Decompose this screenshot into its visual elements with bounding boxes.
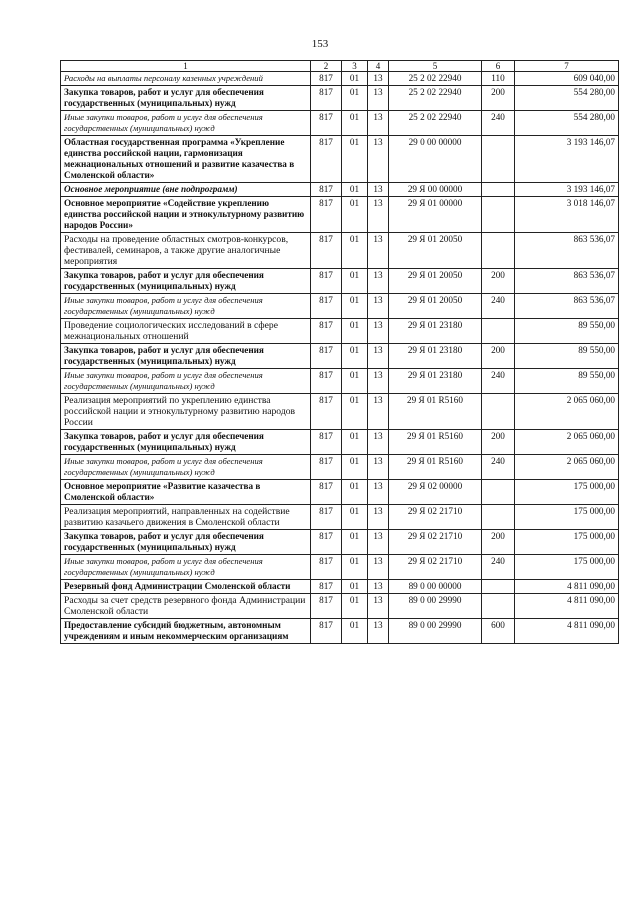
section-cell: 01 xyxy=(342,183,368,197)
gr-code-cell: 817 xyxy=(311,136,342,183)
gr-code-cell: 817 xyxy=(311,530,342,555)
expense-type-cell xyxy=(482,394,515,430)
subsection-cell: 13 xyxy=(368,505,389,530)
row-name-cell: Иные закупки товаров, работ и услуг для обеспечения государственных (муниципальных) нужд xyxy=(61,111,311,136)
amount-cell: 89 550,00 xyxy=(515,344,619,369)
table-row xyxy=(61,505,619,530)
section-cell: 01 xyxy=(342,344,368,369)
row-name-cell: Иные закупки товаров, работ и услуг для обеспечения государственных (муниципальных) нужд xyxy=(61,294,311,319)
target-article-cell: 29 Я 01 23180 xyxy=(389,344,482,369)
amount-cell: 175 000,00 xyxy=(515,555,619,580)
target-article-cell: 29 Я 01 23180 xyxy=(389,369,482,394)
section-cell: 01 xyxy=(342,594,368,619)
row-name-cell: Закупка товаров, работ и услуг для обеспечения государственных (муниципальных) нужд xyxy=(61,269,311,294)
expense-type-cell xyxy=(482,480,515,505)
budget-table xyxy=(60,60,619,644)
target-article-cell: 89 0 00 29990 xyxy=(389,594,482,619)
expense-type-cell xyxy=(482,505,515,530)
section-cell: 01 xyxy=(342,505,368,530)
gr-code-cell: 817 xyxy=(311,580,342,594)
row-name-cell: Реализация мероприятий, направленных на содействие развитию казачьего движения в Смоленской области xyxy=(61,505,311,530)
target-article-cell: 89 0 00 00000 xyxy=(389,580,482,594)
header-cell: 4 xyxy=(368,61,389,72)
header-cell: 2 xyxy=(311,61,342,72)
subsection-cell: 13 xyxy=(368,580,389,594)
table-row xyxy=(61,480,619,505)
expense-type-cell: 110 xyxy=(482,72,515,86)
subsection-cell: 13 xyxy=(368,136,389,183)
subsection-cell: 13 xyxy=(368,269,389,294)
header-cell: 5 xyxy=(389,61,482,72)
expense-type-cell: 240 xyxy=(482,294,515,319)
subsection-cell: 13 xyxy=(368,430,389,455)
section-cell: 01 xyxy=(342,555,368,580)
section-cell: 01 xyxy=(342,86,368,111)
target-article-cell: 25 2 02 22940 xyxy=(389,111,482,136)
row-name-cell: Закупка товаров, работ и услуг для обеспечения государственных (муниципальных) нужд xyxy=(61,430,311,455)
section-cell: 01 xyxy=(342,455,368,480)
expense-type-cell xyxy=(482,319,515,344)
amount-cell: 175 000,00 xyxy=(515,480,619,505)
expense-type-cell: 200 xyxy=(482,86,515,111)
header-cell: 3 xyxy=(342,61,368,72)
amount-cell: 4 811 090,00 xyxy=(515,594,619,619)
section-cell: 01 xyxy=(342,233,368,269)
table-row xyxy=(61,369,619,394)
expense-type-cell xyxy=(482,197,515,233)
amount-cell: 175 000,00 xyxy=(515,530,619,555)
section-cell: 01 xyxy=(342,269,368,294)
target-article-cell: 89 0 00 29990 xyxy=(389,619,482,644)
target-article-cell: 25 2 02 22940 xyxy=(389,86,482,111)
gr-code-cell: 817 xyxy=(311,344,342,369)
section-cell: 01 xyxy=(342,619,368,644)
amount-cell: 554 280,00 xyxy=(515,86,619,111)
table-row xyxy=(61,136,619,183)
page-number: 153 xyxy=(311,38,329,50)
section-cell: 01 xyxy=(342,430,368,455)
section-cell: 01 xyxy=(342,72,368,86)
target-article-cell: 29 Я 01 23180 xyxy=(389,319,482,344)
row-name-cell: Расходы за счет средств резервного фонда Администрации Смоленской области xyxy=(61,594,311,619)
row-name-cell: Иные закупки товаров, работ и услуг для обеспечения государственных (муниципальных) нужд xyxy=(61,455,311,480)
amount-cell: 4 811 090,00 xyxy=(515,619,619,644)
target-article-cell: 29 Я 00 00000 xyxy=(389,183,482,197)
subsection-cell: 13 xyxy=(368,183,389,197)
amount-cell: 609 040,00 xyxy=(515,72,619,86)
subsection-cell: 13 xyxy=(368,111,389,136)
subsection-cell: 13 xyxy=(368,480,389,505)
table-row xyxy=(61,555,619,580)
gr-code-cell: 817 xyxy=(311,269,342,294)
subsection-cell: 13 xyxy=(368,369,389,394)
gr-code-cell: 817 xyxy=(311,480,342,505)
gr-code-cell: 817 xyxy=(311,555,342,580)
target-article-cell: 29 Я 02 00000 xyxy=(389,480,482,505)
table-row xyxy=(61,530,619,555)
amount-cell: 863 536,07 xyxy=(515,233,619,269)
table-row xyxy=(61,580,619,594)
row-name-cell: Закупка товаров, работ и услуг для обеспечения государственных (муниципальных) нужд xyxy=(61,86,311,111)
expense-type-cell: 240 xyxy=(482,555,515,580)
section-cell: 01 xyxy=(342,197,368,233)
gr-code-cell: 817 xyxy=(311,319,342,344)
row-name-cell: Областная государственная программа «Укрепление единства российской нации, гармонизация межнациональных отношений и развитие казачества в Смоленской области» xyxy=(61,136,311,183)
gr-code-cell: 817 xyxy=(311,294,342,319)
gr-code-cell: 817 xyxy=(311,394,342,430)
target-article-cell: 29 Я 01 R5160 xyxy=(389,394,482,430)
expense-type-cell: 240 xyxy=(482,111,515,136)
table-row xyxy=(61,455,619,480)
subsection-cell: 13 xyxy=(368,319,389,344)
row-name-cell: Предоставление субсидий бюджетным, автономным учреждениям и иным некоммерческим организациям xyxy=(61,619,311,644)
row-name-cell: Основное мероприятие «Развитие казачества в Смоленской области» xyxy=(61,480,311,505)
subsection-cell: 13 xyxy=(368,197,389,233)
amount-cell: 3 193 146,07 xyxy=(515,183,619,197)
table-row xyxy=(61,111,619,136)
table-row xyxy=(61,294,619,319)
header-cell: 6 xyxy=(482,61,515,72)
gr-code-cell: 817 xyxy=(311,619,342,644)
amount-cell: 3 193 146,07 xyxy=(515,136,619,183)
target-article-cell: 29 Я 01 20050 xyxy=(389,233,482,269)
row-name-cell: Иные закупки товаров, работ и услуг для обеспечения государственных (муниципальных) нужд xyxy=(61,555,311,580)
expense-type-cell: 600 xyxy=(482,619,515,644)
subsection-cell: 13 xyxy=(368,555,389,580)
amount-cell: 175 000,00 xyxy=(515,505,619,530)
expense-type-cell xyxy=(482,136,515,183)
gr-code-cell: 817 xyxy=(311,183,342,197)
expense-type-cell: 200 xyxy=(482,269,515,294)
expense-type-cell: 240 xyxy=(482,455,515,480)
row-name-cell: Расходы на проведение областных смотров-конкурсов, фестивалей, семинаров, а также другие аналогичные мероприятия xyxy=(61,233,311,269)
section-cell: 01 xyxy=(342,319,368,344)
subsection-cell: 13 xyxy=(368,530,389,555)
expense-type-cell xyxy=(482,580,515,594)
row-name-cell: Проведение социологических исследований в сфере межнациональных отношений xyxy=(61,319,311,344)
row-name-cell: Основное мероприятие «Содействие укреплению единства российской нации и этнокультурному развитию народов России» xyxy=(61,197,311,233)
section-cell: 01 xyxy=(342,480,368,505)
table-row xyxy=(61,197,619,233)
gr-code-cell: 817 xyxy=(311,72,342,86)
subsection-cell: 13 xyxy=(368,233,389,269)
row-name-cell: Реализация мероприятий по укреплению единства российской нации и этнокультурному развитию народов России xyxy=(61,394,311,430)
table-row xyxy=(61,430,619,455)
header-cell: 1 xyxy=(61,61,311,72)
amount-cell: 89 550,00 xyxy=(515,319,619,344)
subsection-cell: 13 xyxy=(368,619,389,644)
section-cell: 01 xyxy=(342,294,368,319)
target-article-cell: 29 Я 02 21710 xyxy=(389,505,482,530)
amount-cell: 4 811 090,00 xyxy=(515,580,619,594)
target-article-cell: 29 Я 02 21710 xyxy=(389,555,482,580)
amount-cell: 554 280,00 xyxy=(515,111,619,136)
table-row xyxy=(61,86,619,111)
amount-cell: 863 536,07 xyxy=(515,269,619,294)
expense-type-cell: 240 xyxy=(482,369,515,394)
row-name-cell: Резервный фонд Администрации Смоленской области xyxy=(61,580,311,594)
gr-code-cell: 817 xyxy=(311,197,342,233)
expense-type-cell: 200 xyxy=(482,430,515,455)
expense-type-cell xyxy=(482,183,515,197)
expense-type-cell xyxy=(482,594,515,619)
table-row xyxy=(61,619,619,644)
row-name-cell: Расходы на выплаты персоналу казенных учреждений xyxy=(61,72,311,86)
subsection-cell: 13 xyxy=(368,344,389,369)
gr-code-cell: 817 xyxy=(311,594,342,619)
target-article-cell: 29 Я 01 20050 xyxy=(389,294,482,319)
section-cell: 01 xyxy=(342,394,368,430)
table-row xyxy=(61,72,619,86)
subsection-cell: 13 xyxy=(368,455,389,480)
expense-type-cell: 200 xyxy=(482,344,515,369)
gr-code-cell: 817 xyxy=(311,111,342,136)
gr-code-cell: 817 xyxy=(311,233,342,269)
table-row xyxy=(61,233,619,269)
table-row xyxy=(61,183,619,197)
section-cell: 01 xyxy=(342,111,368,136)
amount-cell: 2 065 060,00 xyxy=(515,430,619,455)
amount-cell: 2 065 060,00 xyxy=(515,455,619,480)
section-cell: 01 xyxy=(342,580,368,594)
section-cell: 01 xyxy=(342,136,368,183)
header-cell: 7 xyxy=(515,61,619,72)
gr-code-cell: 817 xyxy=(311,369,342,394)
subsection-cell: 13 xyxy=(368,86,389,111)
target-article-cell: 29 Я 02 21710 xyxy=(389,530,482,555)
expense-type-cell xyxy=(482,233,515,269)
amount-cell: 89 550,00 xyxy=(515,369,619,394)
table-row xyxy=(61,344,619,369)
target-article-cell: 25 2 02 22940 xyxy=(389,72,482,86)
section-cell: 01 xyxy=(342,530,368,555)
row-name-cell: Закупка товаров, работ и услуг для обеспечения государственных (муниципальных) нужд xyxy=(61,344,311,369)
table-header-row xyxy=(61,61,619,72)
subsection-cell: 13 xyxy=(368,72,389,86)
row-name-cell: Закупка товаров, работ и услуг для обеспечения государственных (муниципальных) нужд xyxy=(61,530,311,555)
table-row xyxy=(61,319,619,344)
subsection-cell: 13 xyxy=(368,394,389,430)
amount-cell: 2 065 060,00 xyxy=(515,394,619,430)
gr-code-cell: 817 xyxy=(311,430,342,455)
target-article-cell: 29 Я 01 00000 xyxy=(389,197,482,233)
gr-code-cell: 817 xyxy=(311,505,342,530)
amount-cell: 3 018 146,07 xyxy=(515,197,619,233)
target-article-cell: 29 Я 01 R5160 xyxy=(389,430,482,455)
target-article-cell: 29 Я 01 R5160 xyxy=(389,455,482,480)
subsection-cell: 13 xyxy=(368,294,389,319)
table-row xyxy=(61,594,619,619)
gr-code-cell: 817 xyxy=(311,86,342,111)
amount-cell: 863 536,07 xyxy=(515,294,619,319)
target-article-cell: 29 0 00 00000 xyxy=(389,136,482,183)
gr-code-cell: 817 xyxy=(311,455,342,480)
row-name-cell: Иные закупки товаров, работ и услуг для обеспечения государственных (муниципальных) нужд xyxy=(61,369,311,394)
row-name-cell: Основное мероприятие (вне подпрограмм) xyxy=(61,183,311,197)
table-row xyxy=(61,269,619,294)
section-cell: 01 xyxy=(342,369,368,394)
table-row xyxy=(61,394,619,430)
subsection-cell: 13 xyxy=(368,594,389,619)
expense-type-cell: 200 xyxy=(482,530,515,555)
target-article-cell: 29 Я 01 20050 xyxy=(389,269,482,294)
